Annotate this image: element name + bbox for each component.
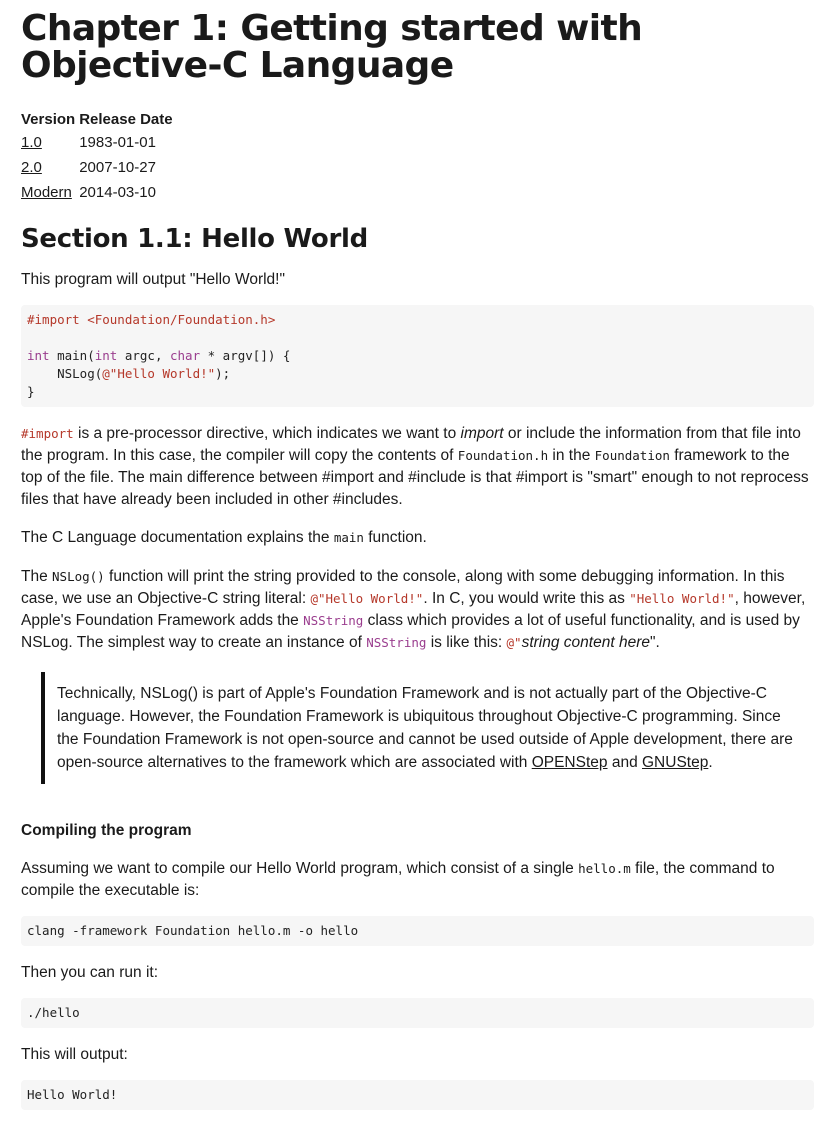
output-code-block: Hello World! <box>21 1080 814 1110</box>
inline-code: main <box>333 530 364 545</box>
section-title: Section 1.1: Hello World <box>21 224 368 254</box>
release-date: 1983-01-01 <box>79 134 156 151</box>
version-link-modern[interactable]: Modern <box>21 184 72 201</box>
code-text: } <box>27 384 35 399</box>
emphasis-text: import <box>460 425 504 442</box>
paragraph-text: in the <box>548 447 595 464</box>
column-header-version: Version <box>21 110 76 128</box>
quote-text: and <box>607 754 642 771</box>
emphasis-text: string content here <box>521 634 650 651</box>
compile-paragraph <box>21 858 814 902</box>
compiling-heading: Compiling the program <box>21 822 192 839</box>
column-header-release-date: Release Date <box>79 110 173 128</box>
paragraph-text: , however, Apple's Foundation Framework adds the <box>21 590 806 629</box>
paragraph-text: file, the command to compile the executable is: <box>21 860 775 899</box>
table-row <box>21 130 177 155</box>
hello-world-code-block <box>21 305 814 407</box>
inline-code: NSLog() <box>52 569 105 584</box>
intro-text: This program will output "Hello World!" <box>21 271 285 288</box>
release-date: 2007-10-27 <box>79 159 156 176</box>
paragraph-text: is a pre-processor directive, which indicates we want to <box>73 425 461 442</box>
version-table <box>21 108 177 205</box>
output-text: This will output: <box>21 1046 128 1063</box>
table-header-row <box>21 108 177 130</box>
version-link-2-0[interactable]: 2.0 <box>21 159 42 176</box>
paragraph-text: framework to the top of the file. The main difference between #import and #include is that #import is "smart" enough to not reprocess files that have already been included in other #includes. <box>21 447 809 508</box>
quote-text: Technically, NSLog() is part of Apple's Foundation Framework and is not actually part of the Objective-C language. However, the Foundation Framework is ubiquitous throughout Objective-C programming. Since the Foundation Framework is not open-source and cannot be used outside of Apple development, there are open-source alternatives to the framework which are associated with <box>57 685 793 771</box>
code-text: main( <box>49 348 95 363</box>
paragraph-text: class which provides a lot of useful functionality, and is used by NSLog. The simplest way to create an instance of <box>21 612 800 651</box>
note-blockquote <box>41 672 814 784</box>
paragraph-text: . In C, you would write this as <box>423 590 630 607</box>
openstep-link[interactable]: OPENStep <box>531 754 608 771</box>
code-text: argc, <box>117 348 170 363</box>
inline-code: hello.m <box>578 861 631 876</box>
code-text: ); <box>215 366 231 381</box>
code-text: * argv[]) { <box>200 348 291 363</box>
code-string: @"Hello World!" <box>102 366 216 381</box>
chapter-title: Chapter 1: Getting started with Objective-C Language <box>21 8 643 86</box>
paragraph-text: Assuming we want to compile our Hello World program, which consist of a single <box>21 860 579 877</box>
inline-code: "Hello World!" <box>629 591 735 606</box>
inline-code: Foundation.h <box>457 448 549 463</box>
version-link-1-0[interactable]: 1.0 <box>21 134 42 151</box>
code-keyword: int <box>27 348 50 363</box>
inline-code: NSString <box>303 613 364 628</box>
code-keyword: char <box>170 348 201 363</box>
paragraph-text: function. <box>363 529 427 546</box>
nslog-paragraph <box>21 566 814 654</box>
quote-text: . <box>708 754 713 771</box>
inline-code: @" <box>506 635 522 650</box>
release-date: 2014-03-10 <box>79 184 156 201</box>
code-line-import: #import <Foundation/Foundation.h> <box>27 312 276 327</box>
inline-code: #import <box>21 426 74 441</box>
main-function-paragraph <box>21 527 814 549</box>
paragraph-text: function will print the string provided to the console, along with some debugging information. In this case, we use an Objective-C string literal: <box>21 568 785 607</box>
table-row <box>21 180 177 205</box>
paragraph-text: The C Language documentation explains the <box>21 529 334 546</box>
import-paragraph <box>21 423 814 511</box>
document-page <box>0 10 835 1110</box>
paragraph-text: The <box>21 568 53 585</box>
run-command-block: ./hello <box>21 998 814 1028</box>
code-text: NSLog( <box>27 366 103 381</box>
code-keyword: int <box>94 348 118 363</box>
paragraph-text: or include the information from that file into the program. In this case, the compiler will copy the contents of <box>21 425 801 464</box>
inline-code: Foundation <box>594 448 670 463</box>
gnustep-link[interactable]: GNUStep <box>642 754 709 771</box>
paragraph-text: is like this: <box>426 634 507 651</box>
inline-code: @"Hello World!" <box>310 591 424 606</box>
table-row <box>21 155 177 180</box>
inline-code: NSString <box>366 635 427 650</box>
paragraph-text: ". <box>649 634 660 651</box>
compile-command-block: clang -framework Foundation hello.m -o hello <box>21 916 814 946</box>
run-text: Then you can run it: <box>21 964 158 981</box>
